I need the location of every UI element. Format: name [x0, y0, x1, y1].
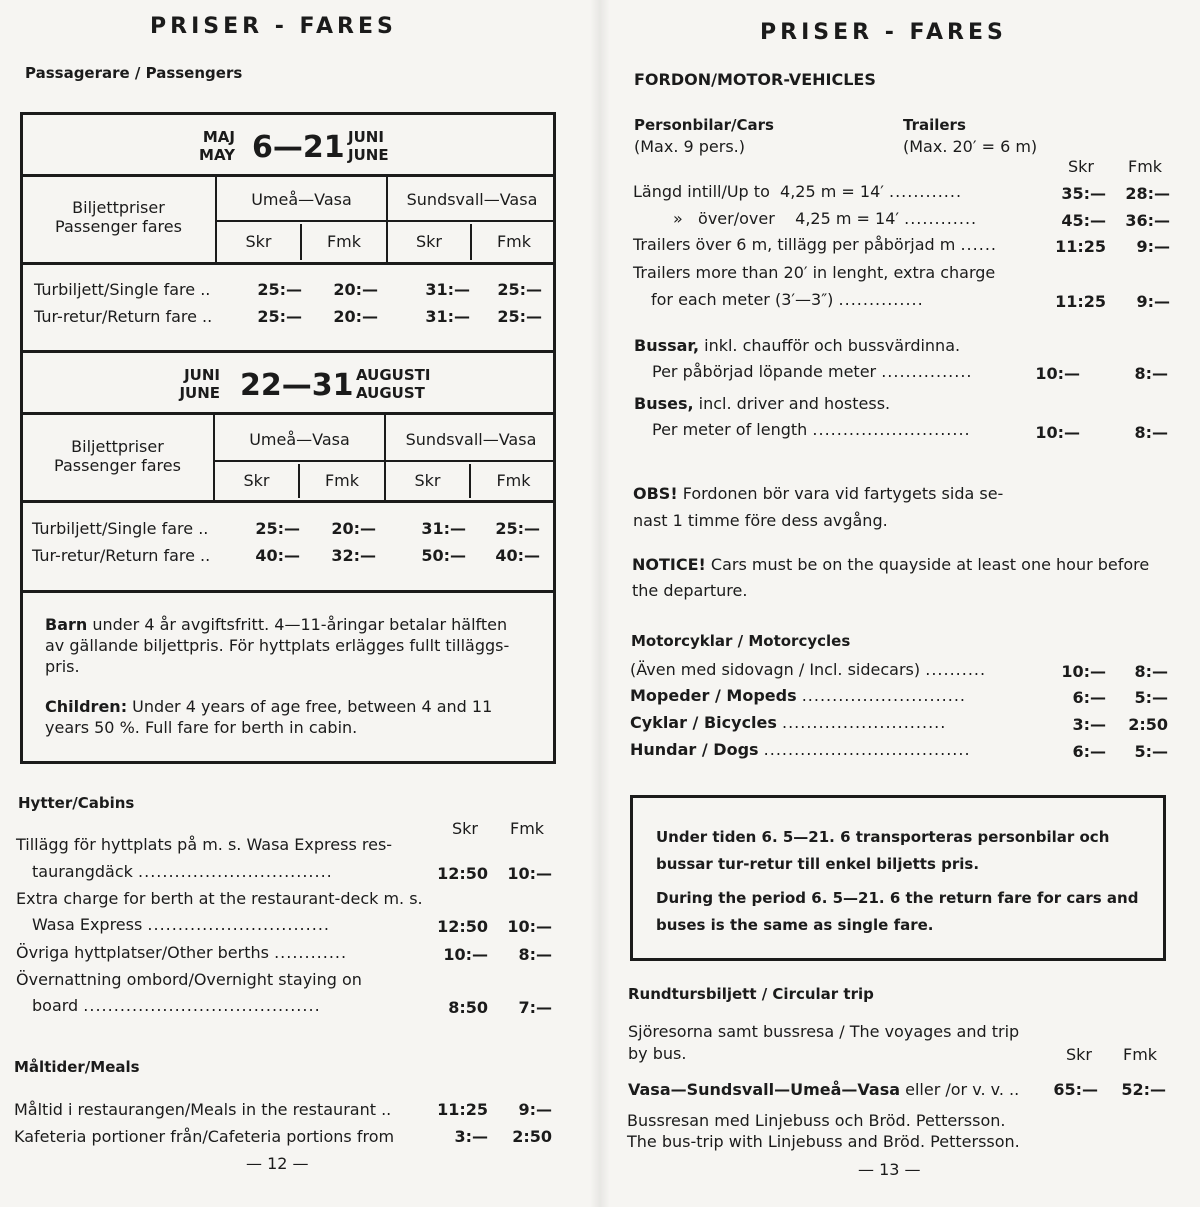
price-fmk: 9:—: [1136, 237, 1170, 256]
route-sundsvall-vasa: Sundsvall—Vasa: [405, 430, 537, 449]
divider: [213, 460, 556, 462]
leader-dots: ...........................: [782, 713, 947, 732]
price-fmk: 10:—: [507, 864, 552, 883]
price-skr: 8:50: [448, 998, 488, 1017]
price-fmk: 8:—: [1134, 423, 1168, 442]
cabin-label: [16, 943, 347, 962]
price-skr: 35:—: [1061, 184, 1106, 203]
period1-month-start: MAJ MAY: [199, 128, 235, 164]
moto-text: Cyklar / Bicycles: [630, 713, 777, 732]
passengers-heading: Passagerare / Passengers: [25, 64, 243, 82]
circular-description: Sjöresorna samt bussresa / The voyages and trip by bus.: [628, 1022, 1020, 1063]
period-notice-sv: Under tiden 6. 5—21. 6 transporteras personbilar och bussar tur-retur till enkel biljetts pris.: [656, 828, 1110, 873]
page-number: — 12 —: [246, 1154, 309, 1173]
leader-dots: ..............: [838, 290, 924, 309]
leader-dots: ............: [904, 209, 978, 228]
leader-dots: ......: [960, 235, 997, 254]
leader-dots: ............: [889, 182, 963, 201]
vehicles-heading: FORDON/MOTOR-VEHICLES: [634, 70, 876, 89]
divider: [20, 350, 556, 353]
price-fmk: 36:—: [1125, 211, 1170, 230]
divider: [20, 590, 556, 593]
price: 25:—: [257, 280, 302, 299]
page-title: PRISER - FARES: [760, 20, 1007, 45]
divider: [215, 220, 556, 222]
vehicle-text: Trailers more than 20′ in lenght, extra charge: [633, 263, 996, 282]
leader-dots: ..................................: [763, 740, 971, 759]
price-fmk: 7:—: [518, 998, 552, 1017]
price-skr: 3:—: [454, 1127, 488, 1146]
col-skr: Skr: [1068, 157, 1094, 176]
price-skr: 11:25: [1055, 292, 1106, 311]
period1-dates: 6—21: [252, 130, 345, 165]
barn-note: Barn under 4 år avgiftsfritt. 4—11-åringar betalar hälften av gällande biljettpris. För hyttplats erlägges fullt tilläggs- pris.: [45, 615, 510, 676]
cabins-heading: Hytter/Cabins: [18, 794, 135, 812]
price-skr: 10:—: [1061, 662, 1106, 681]
price-skr: 45:—: [1061, 211, 1106, 230]
meal-label: Måltid i restaurangen/Meals in the restaurant ..: [14, 1100, 392, 1119]
moto-text: (Även med sidovagn / Incl. sidecars): [630, 660, 921, 679]
divider: [20, 174, 556, 177]
col-skr: Skr: [452, 819, 478, 838]
bus-sv-heading: Bussar, inkl. chaufför och bussvärdinna.: [634, 336, 961, 355]
moto-label: [630, 686, 966, 705]
moto-label: [630, 713, 946, 732]
vehicle-text: Längd intill/Up to 4,25 m = 14′: [633, 182, 884, 201]
price-fmk: 5:—: [1134, 688, 1168, 707]
price: 20:—: [333, 280, 378, 299]
price: 32:—: [331, 546, 376, 565]
bus-label: Per meter of length ..........................: [652, 420, 971, 439]
cabin-text: Wasa Express: [32, 915, 143, 934]
page-title: PRISER - FARES: [150, 14, 397, 39]
price-skr: 6:—: [1072, 742, 1106, 761]
trailers-heading: Trailers: [903, 116, 966, 134]
currency-fmk: Fmk: [496, 232, 532, 251]
price: 20:—: [331, 519, 376, 538]
vehicle-text: for each meter (3′—3″): [651, 290, 834, 309]
price: 25:—: [497, 307, 542, 326]
cabin-label: [16, 970, 362, 989]
circular-heading: Rundtursbiljett / Circular trip: [628, 985, 874, 1003]
cabin-label: [16, 835, 392, 854]
price-fmk: 8:—: [518, 945, 552, 964]
leader-dots: .......................................: [83, 996, 321, 1015]
price: 25:—: [257, 307, 302, 326]
price: 40:—: [255, 546, 300, 565]
currency-skr: Skr: [243, 471, 270, 490]
price-skr: 10:—: [1035, 364, 1080, 383]
vehicle-label: [633, 235, 997, 254]
col-fmk: Fmk: [510, 819, 545, 838]
period2-dates: 22—31: [240, 368, 354, 403]
cars-sub: (Max. 9 pers.): [634, 137, 745, 156]
currency-fmk: Fmk: [324, 471, 360, 490]
col-skr: Skr: [1066, 1045, 1092, 1064]
price: 25:—: [497, 280, 542, 299]
row-label: Tur-retur/Return fare ..: [34, 307, 213, 326]
cabin-text: taurangdäck: [32, 862, 133, 881]
period1-month-end: JUNI JUNE: [348, 128, 389, 164]
right-page: [600, 0, 1200, 1207]
moto-label: [630, 660, 986, 679]
period2-month-end: AUGUSTI AUGUST: [356, 366, 431, 402]
price-fmk: 8:—: [1134, 662, 1168, 681]
vehicle-label: [651, 290, 924, 309]
col-fmk: Fmk: [1128, 157, 1163, 176]
moto-label: [630, 740, 971, 759]
price-skr: 3:—: [1072, 715, 1106, 734]
bus-en-heading: Buses, incl. driver and hostess.: [634, 394, 891, 413]
cabin-text: Tillägg för hyttplats på m. s. Wasa Express res-: [16, 835, 393, 854]
price-skr: 12:50: [437, 864, 488, 883]
children-note: Children: Under 4 years of age free, between 4 and 11 years 50 %. Full fare for berth in cabin.: [45, 697, 493, 737]
cabin-text: Övriga hyttplatser/Other berths: [16, 943, 269, 962]
meals-heading: Måltider/Meals: [14, 1058, 140, 1076]
cabin-label: [32, 915, 330, 934]
row-label: Tur-retur/Return fare ..: [32, 546, 211, 565]
moto-heading: Motorcyklar / Motorcycles: [631, 632, 851, 650]
divider: [20, 262, 556, 265]
price-skr: 65:—: [1053, 1080, 1098, 1099]
cabin-label: [16, 889, 423, 908]
currency-skr: Skr: [414, 471, 441, 490]
fare-label: Biljettpriser Passenger fares: [55, 198, 182, 236]
circular-route: Vasa—Sundsvall—Umeå—Vasa eller /or v. v. ..: [628, 1080, 1020, 1099]
cabin-label: [32, 996, 321, 1015]
bus-label: Per påbörjad löpande meter ...............: [652, 362, 973, 381]
vehicle-text: Trailers över 6 m, tillägg per påbörjad m: [633, 235, 956, 254]
price: 25:—: [495, 519, 540, 538]
vehicle-text: » över/over 4,25 m = 14′: [673, 209, 900, 228]
price-fmk: 10:—: [507, 917, 552, 936]
price: 31:—: [421, 519, 466, 538]
price-fmk: 2:50: [512, 1127, 552, 1146]
cabin-text: Extra charge for berth at the restaurant-deck m. s.: [16, 889, 423, 908]
price-skr: 6:—: [1072, 688, 1106, 707]
row-label: Turbiljett/Single fare ..: [34, 280, 211, 299]
price: 20:—: [333, 307, 378, 326]
leader-dots: ................................: [138, 862, 333, 881]
moto-text: Hundar / Dogs: [630, 740, 759, 759]
bus-trip-note: Bussresan med Linjebuss och Bröd. Pettersson. The bus-trip with Linjebuss and Bröd. Pettersson.: [627, 1111, 1020, 1151]
leader-dots: ............: [274, 943, 348, 962]
leader-dots: ...........................: [801, 686, 967, 705]
cabin-text: board: [32, 996, 79, 1015]
price: 25:—: [255, 519, 300, 538]
cars-heading: Personbilar/Cars: [634, 116, 774, 134]
period2-month-start: JUNI JUNE: [179, 366, 220, 402]
price-fmk: 28:—: [1125, 184, 1170, 203]
fare-label: Biljettpriser Passenger fares: [54, 437, 181, 475]
period-notice-en: During the period 6. 5—21. 6 the return fare for cars and buses is the same as single fare.: [656, 889, 1139, 934]
moto-text: Mopeder / Mopeds: [630, 686, 797, 705]
price: 40:—: [495, 546, 540, 565]
currency-fmk: Fmk: [496, 471, 531, 490]
notice-note: NOTICE! Cars must be on the quayside at least one hour before the departure.: [632, 555, 1150, 600]
cabin-text: Övernattning ombord/Overnight staying on: [16, 970, 362, 989]
price: 31:—: [425, 307, 470, 326]
cabin-label: [32, 862, 333, 881]
price-skr: 11:25: [1055, 237, 1106, 256]
price-fmk: 5:—: [1134, 742, 1168, 761]
price-skr: 10:—: [1035, 423, 1080, 442]
trailers-sub: (Max. 20′ = 6 m): [903, 137, 1038, 156]
leader-dots: ..........: [925, 660, 987, 679]
price: 50:—: [421, 546, 466, 565]
currency-fmk: Fmk: [326, 232, 362, 251]
price: 31:—: [425, 280, 470, 299]
vehicle-label: [633, 182, 962, 201]
obs-note: OBS! Fordonen bör vara vid fartygets sida se- nast 1 timme före dess avgång.: [633, 484, 1004, 530]
divider: [20, 500, 556, 503]
price-fmk: 2:50: [1128, 715, 1168, 734]
route-sundsvall-vasa: Sundsvall—Vasa: [406, 190, 538, 209]
price-fmk: 9:—: [1136, 292, 1170, 311]
route-umea-vasa: Umeå—Vasa: [251, 190, 352, 209]
price-skr: 11:25: [437, 1100, 488, 1119]
price-skr: 10:—: [443, 945, 488, 964]
price-skr: 12:50: [437, 917, 488, 936]
price-fmk: 52:—: [1121, 1080, 1166, 1099]
vehicle-label: [673, 209, 977, 228]
page-number: — 13 —: [858, 1160, 921, 1179]
vehicle-label: [633, 263, 995, 282]
currency-skr: Skr: [416, 232, 442, 251]
price-fmk: 8:—: [1134, 364, 1168, 383]
row-label: Turbiljett/Single fare ..: [32, 519, 209, 538]
leader-dots: ..............................: [147, 915, 330, 934]
col-fmk: Fmk: [1123, 1045, 1158, 1064]
currency-skr: Skr: [245, 232, 272, 251]
meal-label: Kafeteria portioner från/Cafeteria portions from: [14, 1127, 395, 1146]
divider: [20, 412, 556, 415]
price-fmk: 9:—: [518, 1100, 552, 1119]
route-umea-vasa: Umeå—Vasa: [249, 430, 350, 449]
